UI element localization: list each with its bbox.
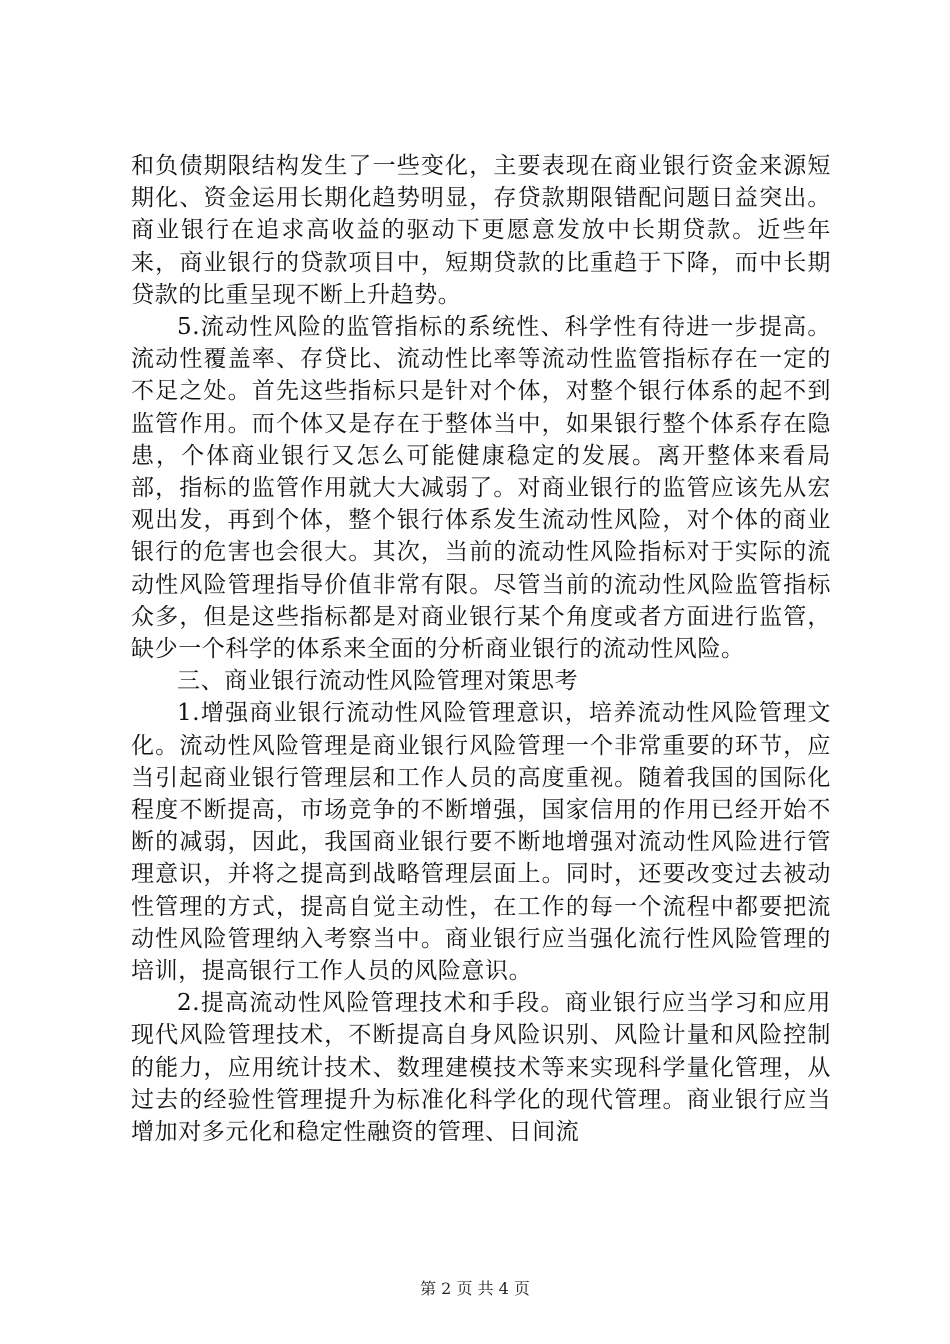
page-number-footer: 第 2 页 共 4 页 — [420, 1279, 530, 1298]
paragraph-item-1: 1.增强商业银行流动性风险管理意识，培养流动性风险管理文化。流动性风险管理是商业银行风险管理一个非常重要的环节，应当引起商业银行管理层和工作人员的高度重视。随着我国的国际化程度不断提高，市场竞争的不断增强，国家信用的作用已经开始不断的减弱，因此，我国商业银行要不断地增强对流动性风险进行管理意识，并将之提高到战略管理层面上。同时，还要改变过去被动性管理的方式，提高自觉主动性，在工作的每一个流程中都要把流动性风险管理纳入考察当中。商业银行应当强化流行性风险管理的培训，提高银行工作人员的风险意识。 — [131, 700, 831, 985]
document-body — [131, 150, 831, 1148]
paragraph-item-2: 2.提高流动性风险管理技术和手段。商业银行应当学习和应用现代风险管理技术，不断提高自身风险识别、风险计量和风险控制的能力，应用统计技术、数理建模技术等来实现科学量化管理，从过去的经验性管理提升为标准化科学化的现代管理。商业银行应当增加对多元化和稳定性融资的管理、日间流 — [131, 990, 831, 1146]
paragraph-continuation: 和负债期限结构发生了一些变化，主要表现在商业银行资金来源短期化、资金运用长期化趋势明显，存贷款期限错配问题日益突出。商业银行在追求高收益的驱动下更愿意发放中长期贷款。近些年来，商业银行的贷款项目中，短期贷款的比重趋于下降，而中长期贷款的比重呈现不断上升趋势。 — [131, 153, 831, 308]
section-heading: 三、商业银行流动性风险管理对策思考 — [177, 668, 579, 695]
paragraph-item-5: 5.流动性风险的监管指标的系统性、科学性有待进一步提高。流动性覆盖率、存贷比、流动性比率等流动性监管指标存在一定的不足之处。首先这些指标只是针对个体，对整个银行体系的起不到监管作用。而个体又是存在于整体当中，如果银行整个体系存在隐患，个体商业银行又怎么可能健康稳定的发展。离开整体来看局部，指标的监管作用就大大减弱了。对商业银行的监管应该先从宏观出发，再到个体，整个银行体系发生流动性风险，对个体的商业银行的危害也会很大。其次，当前的流动性风险指标对于实际的流动性风险管理指导价值非常有限。尽管当前的流动性风险监管指标众多，但是这些指标都是对商业银行某个角度或者方面进行监管，缺少一个科学的体系来全面的分析商业银行的流动性风险。 — [131, 314, 831, 663]
